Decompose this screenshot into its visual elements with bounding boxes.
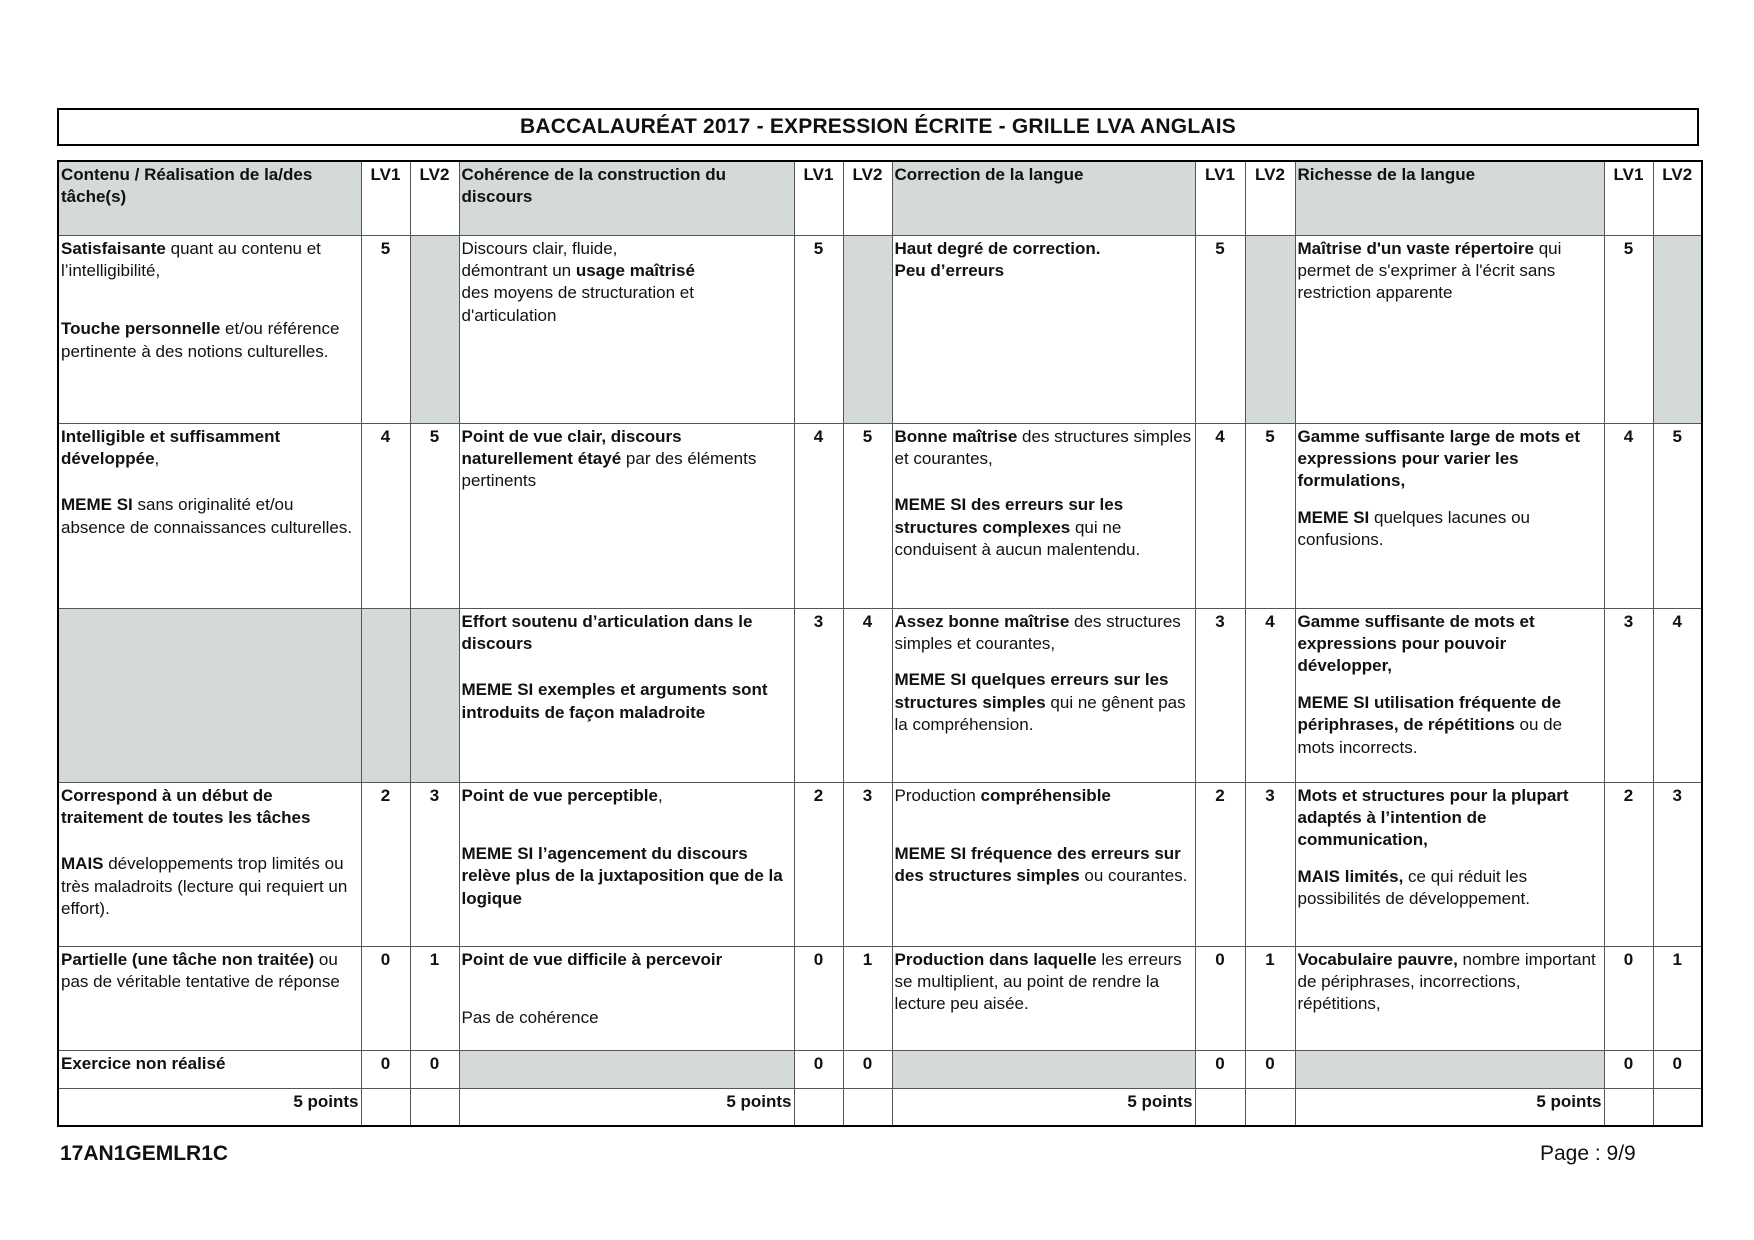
score-lv1: 2 xyxy=(1195,782,1245,946)
cell-richesse-empty xyxy=(1295,1050,1604,1088)
cell-contenu: Partielle (une tâche non traitée) ou pas de véritable tentative de réponse xyxy=(58,946,361,1050)
cell-coherence: Point de vue difficile à percevoir Pas de cohérence xyxy=(459,946,794,1050)
cell-correction-empty xyxy=(892,1050,1195,1088)
document-code: 17AN1GEMLR1C xyxy=(60,1142,229,1165)
cell-coherence: Point de vue clair, discours naturellement étayé par des éléments pertinents xyxy=(459,423,794,608)
points-total: 5 points xyxy=(58,1088,361,1126)
header-lv1: LV1 xyxy=(1604,161,1653,235)
header-lv1: LV1 xyxy=(361,161,410,235)
header-lv2: LV2 xyxy=(1245,161,1295,235)
score-lv1: 4 xyxy=(1195,423,1245,608)
score-lv2: 0 xyxy=(1245,1050,1295,1088)
cell-contenu: Intelligible et suffisamment développée, MEME SI sans originalité et/ou absence de connaissances culturelles. xyxy=(58,423,361,608)
grading-grid xyxy=(57,160,1703,1127)
score-lv2: 1 xyxy=(1245,946,1295,1050)
points-lv2-empty xyxy=(1653,1088,1702,1126)
score-lv2-empty xyxy=(1653,235,1702,423)
table-row xyxy=(58,423,1702,608)
cell-correction: Production dans laquelle les erreurs se multiplient, au point de rendre la lecture peu aisée. xyxy=(892,946,1195,1050)
cell-richesse: Mots et structures pour la plupart adaptés à l’intention de communication, MAIS limités, ce qui réduit les possibilités de développement. xyxy=(1295,782,1604,946)
cell-contenu: Correspond à un début de traitement de toutes les tâches MAIS développements trop limités ou très maladroits (lecture qui requiert un effort). xyxy=(58,782,361,946)
score-lv1: 5 xyxy=(1195,235,1245,423)
cell-richesse: Vocabulaire pauvre, nombre important de périphrases, incorrections, répétitions, xyxy=(1295,946,1604,1050)
score-lv2: 5 xyxy=(410,423,459,608)
points-lv2-empty xyxy=(843,1088,892,1126)
points-lv1-empty xyxy=(794,1088,843,1126)
score-lv2-empty xyxy=(410,235,459,423)
cell-richesse: Gamme suffisante de mots et expressions pour pouvoir développer, MEME SI utilisation fréquente de périphrases, de répétitions ou de mots incorrects. xyxy=(1295,608,1604,782)
cell-correction: Assez bonne maîtrise des structures simples et courantes, MEME SI quelques erreurs sur les structures simples qui ne gênent pas la compréhension. xyxy=(892,608,1195,782)
score-lv2: 3 xyxy=(1245,782,1295,946)
score-lv1: 5 xyxy=(1604,235,1653,423)
header-contenu: Contenu / Réalisation de la/des tâche(s) xyxy=(58,161,361,235)
cell-contenu: Satisfaisante quant au contenu et l’intelligibilité, Touche personnelle et/ou référence pertinente à des notions culturelles. xyxy=(58,235,361,423)
score-lv1: 4 xyxy=(361,423,410,608)
cell-coherence-empty xyxy=(459,1050,794,1088)
score-lv1: 4 xyxy=(794,423,843,608)
cell-richesse: Maîtrise d'un vaste répertoire qui permet de s'exprimer à l'écrit sans restriction apparente xyxy=(1295,235,1604,423)
cell-coherence: Effort soutenu d’articulation dans le discours MEME SI exemples et arguments sont introduits de façon maladroite xyxy=(459,608,794,782)
cell-correction: Haut degré de correction. Peu d’erreurs xyxy=(892,235,1195,423)
cell-coherence: Discours clair, fluide, démontrant un usage maîtrisé des moyens de structuration et d'articulation xyxy=(459,235,794,423)
score-lv1: 0 xyxy=(794,1050,843,1088)
score-lv2: 0 xyxy=(410,1050,459,1088)
header-lv1: LV1 xyxy=(1195,161,1245,235)
cell-coherence: Point de vue perceptible, MEME SI l’agencement du discours relève plus de la juxtaposition que de la logique xyxy=(459,782,794,946)
points-total: 5 points xyxy=(1295,1088,1604,1126)
score-lv2: 4 xyxy=(843,608,892,782)
score-lv1: 0 xyxy=(1195,1050,1245,1088)
score-lv2: 5 xyxy=(1653,423,1702,608)
score-lv1: 3 xyxy=(794,608,843,782)
header-row xyxy=(58,161,1702,235)
score-lv2-empty xyxy=(410,608,459,782)
score-lv2: 4 xyxy=(1653,608,1702,782)
score-lv2: 5 xyxy=(843,423,892,608)
score-lv2: 1 xyxy=(1653,946,1702,1050)
points-lv1-empty xyxy=(1195,1088,1245,1126)
points-lv2-empty xyxy=(410,1088,459,1126)
table-row xyxy=(58,1050,1702,1088)
page-title: BACCALAURÉAT 2017 - EXPRESSION ÉCRITE - GRILLE LVA ANGLAIS xyxy=(57,108,1699,146)
score-lv2-empty xyxy=(1245,235,1295,423)
table-row xyxy=(58,608,1702,782)
score-lv1: 0 xyxy=(1604,946,1653,1050)
score-lv1-empty xyxy=(361,608,410,782)
table-row xyxy=(58,235,1702,423)
header-correction: Correction de la langue xyxy=(892,161,1195,235)
header-coherence: Cohérence de la construction du discours xyxy=(459,161,794,235)
score-lv1: 5 xyxy=(361,235,410,423)
score-lv2: 1 xyxy=(843,946,892,1050)
cell-correction: Bonne maîtrise des structures simples et courantes, MEME SI des erreurs sur les structures complexes qui ne conduisent à aucun malentendu. xyxy=(892,423,1195,608)
score-lv2: 4 xyxy=(1245,608,1295,782)
score-lv2: 3 xyxy=(1653,782,1702,946)
score-lv2: 3 xyxy=(843,782,892,946)
score-lv2: 5 xyxy=(1245,423,1295,608)
score-lv1: 4 xyxy=(1604,423,1653,608)
cell-contenu-empty xyxy=(58,608,361,782)
score-lv1: 2 xyxy=(794,782,843,946)
score-lv1: 2 xyxy=(361,782,410,946)
score-lv1: 0 xyxy=(1604,1050,1653,1088)
points-total: 5 points xyxy=(459,1088,794,1126)
score-lv2: 0 xyxy=(1653,1050,1702,1088)
points-lv1-empty xyxy=(361,1088,410,1126)
score-lv1: 0 xyxy=(361,1050,410,1088)
header-lv2: LV2 xyxy=(843,161,892,235)
score-lv1: 0 xyxy=(1195,946,1245,1050)
score-lv2: 3 xyxy=(410,782,459,946)
table-row xyxy=(58,946,1702,1050)
cell-contenu: Exercice non réalisé xyxy=(58,1050,361,1088)
table-row xyxy=(58,782,1702,946)
score-lv1: 3 xyxy=(1604,608,1653,782)
page-number: Page : 9/9 xyxy=(1540,1142,1636,1165)
cell-richesse: Gamme suffisante large de mots et expressions pour varier les formulations, MEME SI quelques lacunes ou confusions. xyxy=(1295,423,1604,608)
score-lv2-empty xyxy=(843,235,892,423)
score-lv2: 1 xyxy=(410,946,459,1050)
header-lv1: LV1 xyxy=(794,161,843,235)
score-lv1: 5 xyxy=(794,235,843,423)
points-lv1-empty xyxy=(1604,1088,1653,1126)
score-lv1: 0 xyxy=(794,946,843,1050)
header-lv2: LV2 xyxy=(410,161,459,235)
score-lv1: 2 xyxy=(1604,782,1653,946)
header-lv2: LV2 xyxy=(1653,161,1702,235)
header-richesse: Richesse de la langue xyxy=(1295,161,1604,235)
score-lv2: 0 xyxy=(843,1050,892,1088)
points-row xyxy=(58,1088,1702,1126)
points-total: 5 points xyxy=(892,1088,1195,1126)
score-lv1: 0 xyxy=(361,946,410,1050)
points-lv2-empty xyxy=(1245,1088,1295,1126)
cell-correction: Production compréhensible MEME SI fréquence des erreurs sur des structures simples ou courantes. xyxy=(892,782,1195,946)
score-lv1: 3 xyxy=(1195,608,1245,782)
